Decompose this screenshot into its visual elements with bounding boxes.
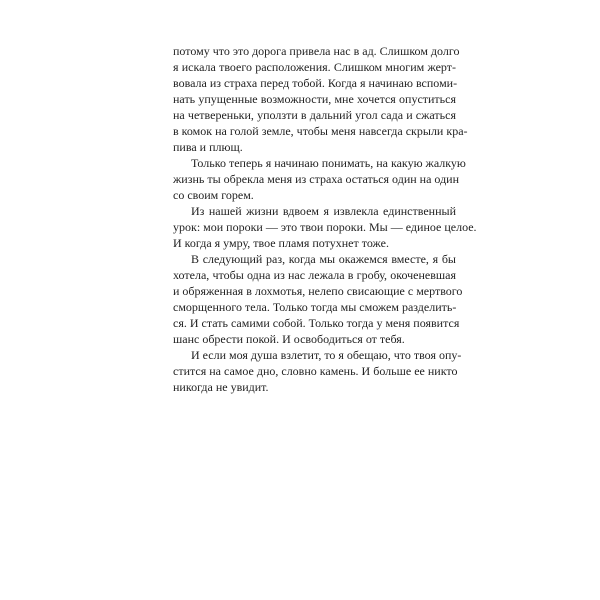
text-line: стится на самое дно, словно камень. И больше ее никто <box>173 364 458 378</box>
text-line: пива и плющ. <box>173 140 243 154</box>
text-line: ся. И стать самими собой. Только тогда у меня появится <box>173 316 460 330</box>
paragraph-2 <box>173 155 466 203</box>
paragraph-5 <box>173 347 462 395</box>
paragraph-1 <box>173 43 468 155</box>
text-line: нать упущенные возможности, мне хочется опуститься <box>173 92 456 106</box>
text-line: И когда я умру, твое пламя потухнет тоже. <box>173 236 389 250</box>
text-line: В следующий раз, когда мы окажемся вместе, я бы <box>191 252 456 266</box>
text-line: шанс обрести покой. И освободиться от тебя. <box>173 332 405 346</box>
text-line: Из нашей жизни вдвоем я извлекла единственный <box>191 204 456 218</box>
text-line: хотела, чтобы одна из нас лежала в гробу, окоченевшая <box>173 268 456 282</box>
text-line: вовала из страха перед тобой. Когда я начинаю вспоми- <box>173 76 458 90</box>
text-line: никогда не увидит. <box>173 380 269 394</box>
text-line: и обряженная в лохмотья, нелепо свисающие с мертвого <box>173 284 463 298</box>
text-line: со своим горем. <box>173 188 254 202</box>
paragraph-3 <box>173 203 477 251</box>
text-line: Только теперь я начинаю понимать, на какую жалкую <box>191 156 466 170</box>
paragraph-4 <box>173 251 463 347</box>
text-line: И если моя душа взлетит, то я обещаю, что твоя опу- <box>191 348 462 362</box>
text-line: потому что это дорога привела нас в ад. Слишком долго <box>173 44 460 58</box>
text-line: жизнь ты обрекла меня из страха остаться один на один <box>173 172 460 186</box>
text-line: урок: мои пороки — это твои пороки. Мы — единое целое. <box>173 220 477 234</box>
text-line: в комок на голой земле, чтобы меня навсегда скрыли кра- <box>173 124 468 138</box>
page-text <box>173 43 477 395</box>
text-line: я искала твоего расположения. Слишком многим жерт- <box>173 60 456 74</box>
text-line: на четвереньки, уползти в дальний угол сада и сжаться <box>173 108 456 122</box>
text-line: сморщенного тела. Только тогда мы сможем разделить- <box>173 300 457 314</box>
